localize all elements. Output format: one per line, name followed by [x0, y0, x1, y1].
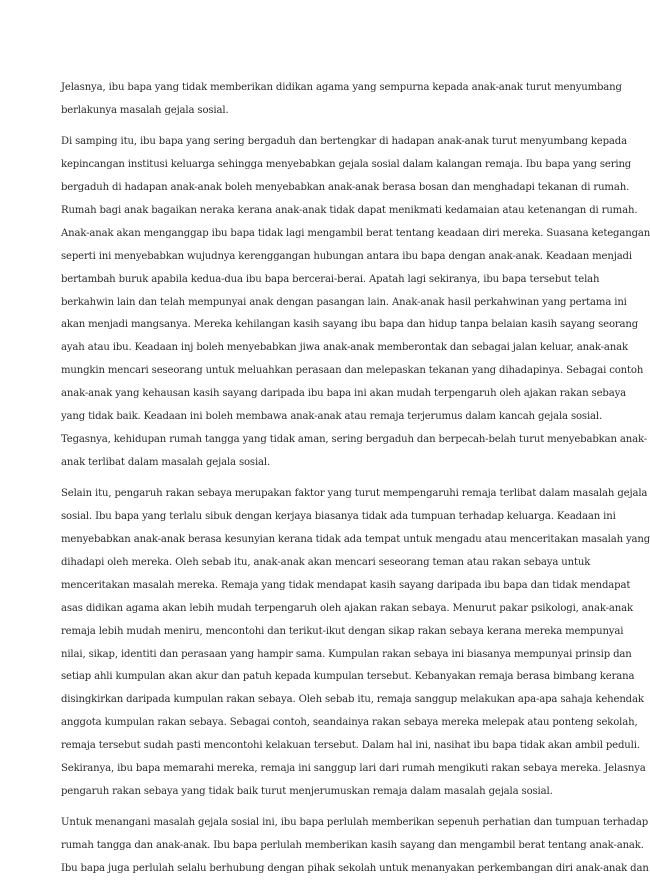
- paragraph-2: [61, 131, 650, 475]
- text-line: mungkin mencari seseorang untuk meluahkan perasaan dan melepaskan tekanan yang dihadapinya. Sebagai contoh: [61, 365, 644, 377]
- text-line: disingkirkan daripada kumpulan rakan sebaya. Oleh sebab itu, remaja sanggup melakukan apa-apa sahaja kehendak: [61, 694, 644, 706]
- text-line: seperti ini menyebabkan wujudnya kerenggangan hubungan antara ibu bapa dengan anak-anak. Keadaan menjadi: [61, 250, 632, 262]
- text-line: remaja tersebut sudah pasti mencontohi kelakuan tersebut. Dalam hal ini, nasihat ibu bapa tidak akan ambil peduli.: [61, 740, 640, 752]
- text-line: berkahwin lain dan telah mempunyai anak dengan pasangan lain. Anak-anak hasil perkahwinan yang pertama ini: [61, 296, 627, 308]
- text-line: bertambah buruk apabila kedua-dua ibu bapa bercerai-berai. Apatah lagi sekiranya, ibu bapa tersebut telah: [61, 273, 600, 285]
- text-line: Rumah bagi anak bagaikan neraka kerana anak-anak tidak dapat menikmati kedamaian atau ketenangan di rumah.: [61, 204, 638, 216]
- text-line: Ibu bapa juga perlulah selalu berhubung dengan pihak sekolah untuk menanyakan perkembangan diri anak-anak dan: [61, 863, 649, 875]
- paragraph-1: [61, 77, 622, 123]
- text-line: remaja lebih mudah meniru, mencontohi dan terikut-ikut dengan sikap rakan sebaya kerana mereka mempunyai: [61, 625, 624, 637]
- text-line: Anak-anak akan menganggap ibu bapa tidak lagi mengambil berat tentang keadaan diri mereka. Suasana ketegangan: [61, 227, 650, 239]
- paragraph-3: [61, 483, 650, 804]
- text-line: menyebabkan anak-anak berasa kesunyian kerana tidak ada tempat untuk mengadu atau menceritakan masalah yang: [61, 534, 650, 545]
- text-line: Jelasnya, ibu bapa yang tidak memberikan didikan agama yang sempurna kepada anak-anak turut menyumbang: [61, 82, 622, 93]
- text-line: Selain itu, pengaruh rakan sebaya merupakan faktor yang turut mempengaruhi remaja terlibat dalam masalah gejala: [61, 488, 648, 500]
- text-line: nilai, sikap, identiti dan perasaan yang hampir sama. Kumpulan rakan sebaya ini biasanya mempunyai prinsip dan: [61, 648, 632, 660]
- text-line: kepincangan institusi keluarga sehingga menyebabkan gejala sosial dalam kalangan remaja. Ibu bapa yang sering: [61, 159, 632, 171]
- document-page: [61, 77, 650, 889]
- text-line: rumah tangga dan anak-anak. Ibu bapa perlulah memberikan kasih sayang dan mengambil berat tentang anak-anak.: [61, 840, 644, 852]
- text-line: Sekiranya, ibu bapa memarahi mereka, remaja ini sanggup lari dari rumah mengikuti rakan sebaya mereka. Jelasnya: [61, 763, 646, 775]
- text-line: sosial. Ibu bapa yang terlalu sibuk dengan kerjaya biasanya tidak ada tumpuan terhadap keluarga. Keadaan ini: [61, 511, 616, 523]
- text-line: Tegasnya, kehidupan rumah tangga yang tidak aman, sering bergaduh dan berpecah-belah turut menyebabkan anak-: [61, 433, 648, 445]
- text-line: ayah atau ibu. Keadaan inj boleh menyebabkan jiwa anak-anak memberontak dan sebagai jalan keluar, anak-anak: [61, 342, 628, 354]
- text-line: dihadapi oleh mereka. Oleh sebab itu, anak-anak akan mencari seseorang teman atau rakan sebaya untuk: [61, 556, 591, 568]
- text-line: anak terlibat dalam masalah gejala sosial.: [61, 456, 271, 468]
- text-line: akan menjadi mangsanya. Mereka kehilangan kasih sayang ibu bapa dan hidup tanpa belaian kasih sayang seorang: [61, 319, 639, 331]
- text-line: yang tidak baik. Keadaan ini boleh membawa anak-anak atau remaja terjerumus dalam kancah gejala sosial.: [61, 411, 603, 423]
- text-line: anggota kumpulan rakan sebaya. Sebagai contoh, seandainya rakan sebaya mereka melepak atau ponteng sekolah,: [61, 717, 638, 729]
- paragraph-4: [61, 812, 649, 881]
- text-line: Untuk menangani masalah gejala sosial ini, ibu bapa perlulah memberikan sepenuh perhatian dan tumpuan terhadap: [61, 817, 649, 829]
- text-line: berlakunya masalah gejala sosial.: [61, 104, 229, 116]
- text-line: setiap ahli kumpulan akan akur dan patuh kepada kumpulan tersebut. Kebanyakan remaja berasa bimbang kerana: [61, 671, 635, 683]
- text-line: menceritakan masalah mereka. Remaja yang tidak mendapat kasih sayang daripada ibu bapa dan tidak mendapat: [61, 579, 631, 591]
- text-line: pengaruh rakan sebaya yang tidak baik turut menjerumuskan remaja dalam masalah gejala sosial.: [61, 785, 553, 797]
- text-line: Di samping itu, ibu bapa yang sering bergaduh dan bertengkar di hadapan anak-anak turut menyumbang kepada: [61, 136, 627, 148]
- text-line: bergaduh di hadapan anak-anak boleh menyebabkan anak-anak berasa bosan dan menghadapi tekanan di rumah.: [61, 182, 630, 194]
- text-line: asas didikan agama akan lebih mudah terpengaruh oleh ajakan rakan sebaya. Menurut pakar psikologi, anak-anak: [61, 602, 633, 614]
- text-line: anak-anak yang kehausan kasih sayang daripada ibu bapa ini akan mudah terpengaruh oleh ajakan rakan sebaya: [61, 388, 626, 400]
